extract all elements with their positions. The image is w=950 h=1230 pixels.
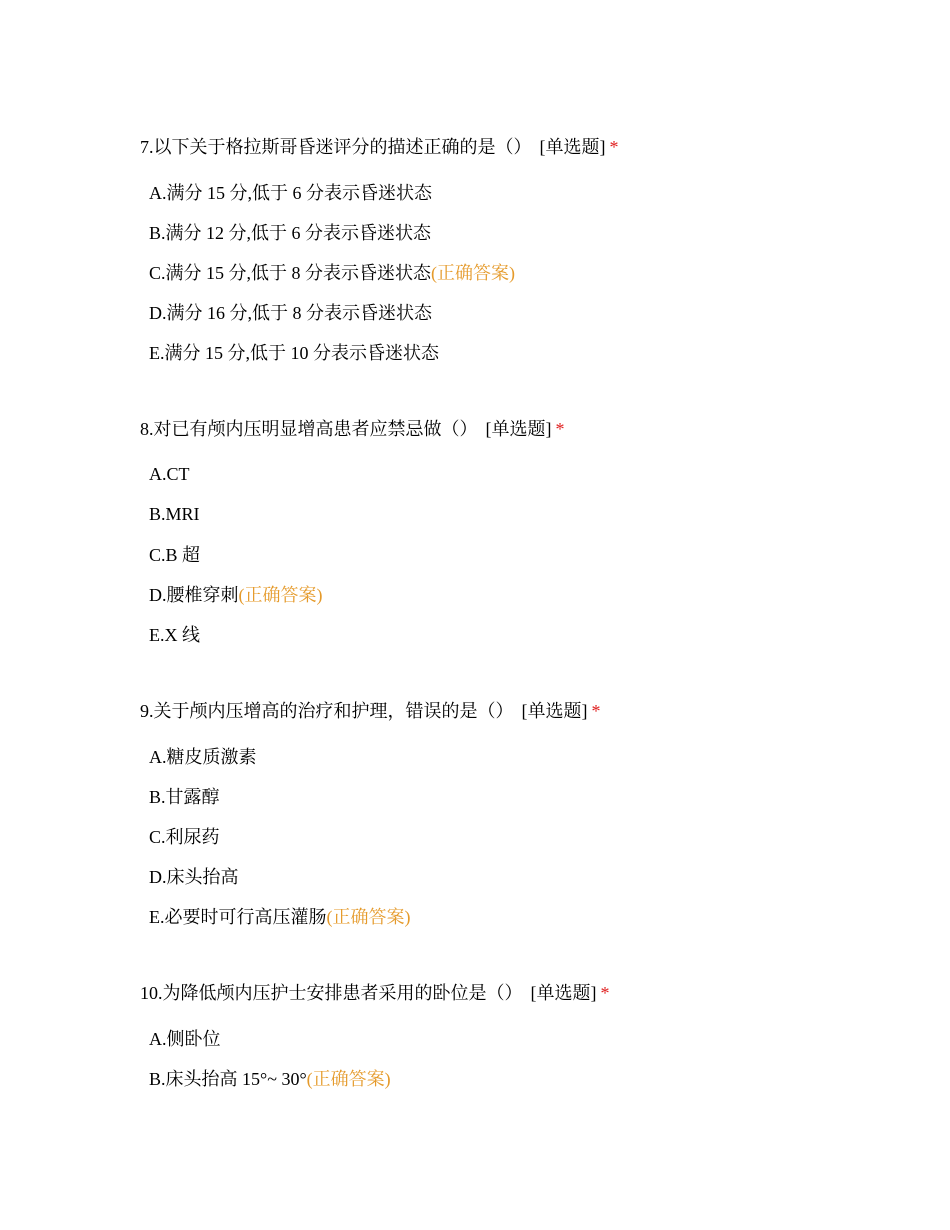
correct-answer-tag: (正确答案): [238, 585, 323, 605]
required-marker: *: [600, 983, 610, 1003]
option-c: [149, 261, 515, 285]
option-text: D.腰椎穿刺: [149, 585, 239, 605]
option-text: C.满分 15 分,低于 8 分表示昏迷状态: [149, 263, 432, 283]
option-text: B.满分 12 分,低于 6 分表示昏迷状态: [149, 223, 432, 243]
option-d: [149, 583, 323, 607]
question-title: [140, 135, 619, 159]
option-text: C.利尿药: [149, 827, 220, 847]
question-title: [140, 981, 610, 1005]
option-text: B.MRI: [149, 504, 200, 524]
option-e: [149, 623, 200, 647]
correct-answer-tag: (正确答案): [326, 907, 411, 927]
question-text: 7.以下关于格拉斯哥昏迷评分的描述正确的是（）: [140, 137, 532, 157]
question-text: 10.为降低颅内压护士安排患者采用的卧位是（）: [140, 983, 523, 1003]
option-text: C.B 超: [149, 545, 201, 565]
question-type: [单选题]: [539, 137, 606, 157]
option-e: [149, 341, 439, 365]
option-a: [149, 181, 432, 205]
option-text: A.CT: [149, 464, 190, 484]
required-marker: *: [609, 137, 619, 157]
required-marker: *: [591, 701, 601, 721]
correct-answer-tag: (正确答案): [306, 1069, 391, 1089]
option-text: A.侧卧位: [149, 1029, 221, 1049]
option-e: [149, 905, 411, 929]
option-b: [149, 1067, 391, 1091]
correct-answer-tag: (正确答案): [431, 263, 516, 283]
option-text: B.甘露醇: [149, 787, 220, 807]
option-d: [149, 301, 432, 325]
option-text: D.床头抬高: [149, 867, 239, 887]
option-c: [149, 543, 200, 567]
question-type: [单选题]: [521, 701, 588, 721]
question-title: [140, 417, 565, 441]
option-text: A.满分 15 分,低于 6 分表示昏迷状态: [149, 183, 432, 203]
option-a: [149, 745, 257, 769]
option-text: A.糖皮质激素: [149, 747, 257, 767]
option-text: E.满分 15 分,低于 10 分表示昏迷状态: [149, 343, 439, 363]
option-text: E.必要时可行高压灌肠: [149, 907, 327, 927]
option-text: B.床头抬高 15°~ 30°: [149, 1069, 307, 1089]
question-text: 9.关于颅内压增高的治疗和护理，错误的是（）: [140, 701, 514, 721]
question-text: 8.对已有颅内压明显增高患者应禁忌做（）: [140, 419, 478, 439]
option-c: [149, 825, 220, 849]
option-text: E.X 线: [149, 625, 200, 645]
option-b: [149, 785, 220, 809]
question-type: [单选题]: [530, 983, 597, 1003]
required-marker: *: [555, 419, 565, 439]
option-b: [149, 502, 200, 526]
option-b: [149, 221, 431, 245]
option-a: [149, 462, 190, 486]
option-a: [149, 1027, 221, 1051]
question-title: [140, 699, 601, 723]
option-text: D.满分 16 分,低于 8 分表示昏迷状态: [149, 303, 432, 323]
option-d: [149, 865, 239, 889]
question-type: [单选题]: [485, 419, 552, 439]
